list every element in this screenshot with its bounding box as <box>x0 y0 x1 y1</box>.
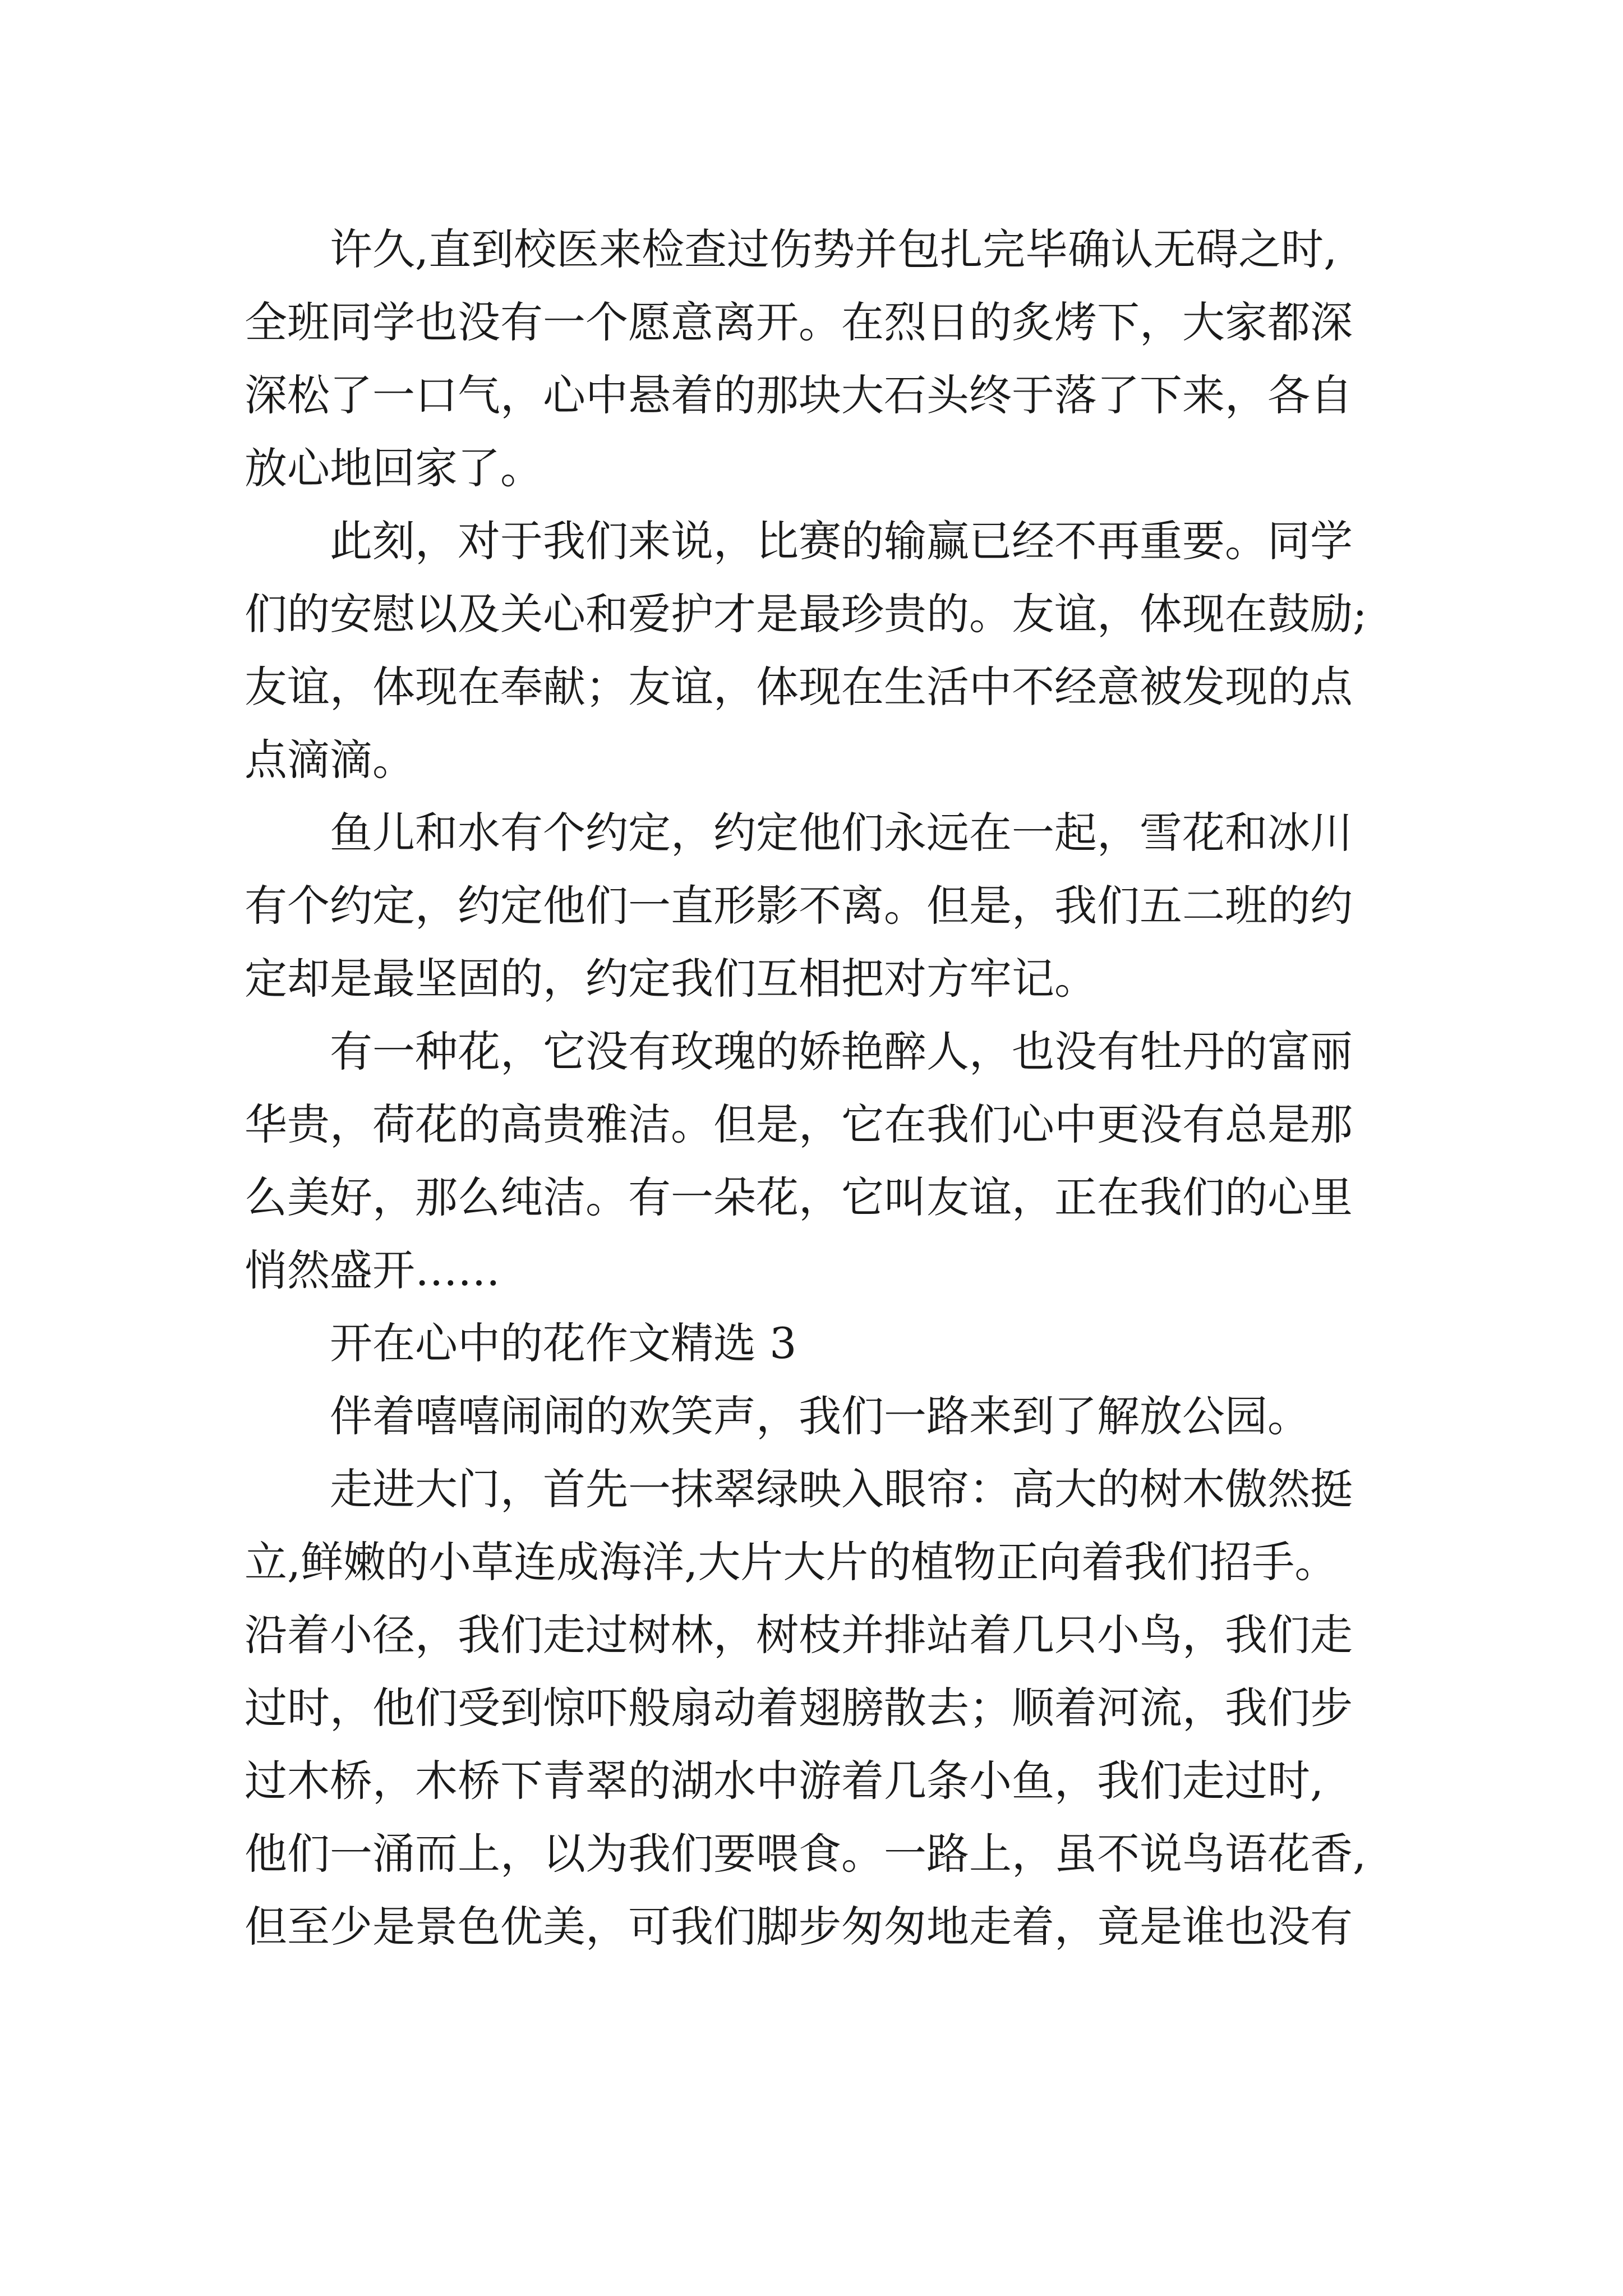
text-line: 悄然盛开…… <box>245 1245 500 1295</box>
text-line: 有一种花，它没有玫瑰的娇艳醉人，也没有牡丹的富丽 <box>330 1027 1353 1076</box>
paragraph-4 <box>245 1015 1433 1307</box>
text-line: 许久,直到校医来检查过伤势并包扎完毕确认无碍之时, <box>330 224 1338 274</box>
text-line: 么美好，那么纯洁。有一朵花，它叫友谊，正在我们的心里 <box>245 1172 1353 1222</box>
section-heading <box>245 1307 1433 1380</box>
text-line: 点滴滴。 <box>245 735 415 785</box>
paragraph-1 <box>245 213 1433 505</box>
text-line: 友谊，体现在奉献；友谊，体现在生活中不经意被发现的点 <box>245 662 1353 712</box>
paragraph-7 <box>245 1453 1433 1963</box>
text-line: 过木桥，木桥下青翠的湖水中游着几条小鱼，我们走过时, <box>245 1756 1324 1806</box>
heading-line: 开在心中的花作文精选 3 <box>330 1318 797 1368</box>
paragraph-2 <box>245 505 1433 797</box>
paragraph-6 <box>245 1380 1433 1453</box>
text-line: 立,鲜嫩的小草连成海洋,大片大片的植物正向着我们招手。 <box>245 1537 1338 1587</box>
text-line: 们的安慰以及关心和爱护才是最珍贵的。友谊，体现在鼓励; <box>245 589 1367 639</box>
text-line: 此刻，对于我们来说，比赛的输赢已经不再重要。同学 <box>330 516 1353 566</box>
text-line: 华贵，荷花的高贵雅洁。但是，它在我们心中更没有总是那 <box>245 1099 1353 1149</box>
text-line: 全班同学也没有一个愿意离开。在烈日的炙烤下，大家都深 <box>245 297 1353 347</box>
text-line: 放心地回家了。 <box>245 443 543 493</box>
text-line: 但至少是景色优美，可我们脚步匆匆地走着，竟是谁也没有 <box>245 1902 1353 1952</box>
text-line: 他们一涌而上，以为我们要喂食。一路上，虽不说鸟语花香, <box>245 1829 1367 1879</box>
text-line: 过时，他们受到惊吓般扇动着翅膀散去；顺着河流，我们步 <box>245 1683 1353 1733</box>
text-line: 走进大门，首先一抹翠绿映入眼帘：高大的树木傲然挺 <box>330 1464 1353 1514</box>
paragraph-3 <box>245 797 1433 1015</box>
text-line: 深松了一口气，心中悬着的那块大石头终于落了下来，各自 <box>245 370 1353 420</box>
text-line: 伴着嘻嘻闹闹的欢笑声，我们一路来到了解放公园。 <box>330 1391 1310 1441</box>
text-line: 鱼儿和水有个约定，约定他们永远在一起，雪花和冰川 <box>330 808 1353 858</box>
text-line: 定却是最坚固的，约定我们互相把对方牢记。 <box>245 954 1097 1004</box>
text-line: 有个约定，约定他们一直形影不离。但是，我们五二班的约 <box>245 881 1353 931</box>
essay-text <box>245 213 1433 1963</box>
text-line: 沿着小径，我们走过树林，树枝并排站着几只小鸟，我们走 <box>245 1610 1353 1660</box>
